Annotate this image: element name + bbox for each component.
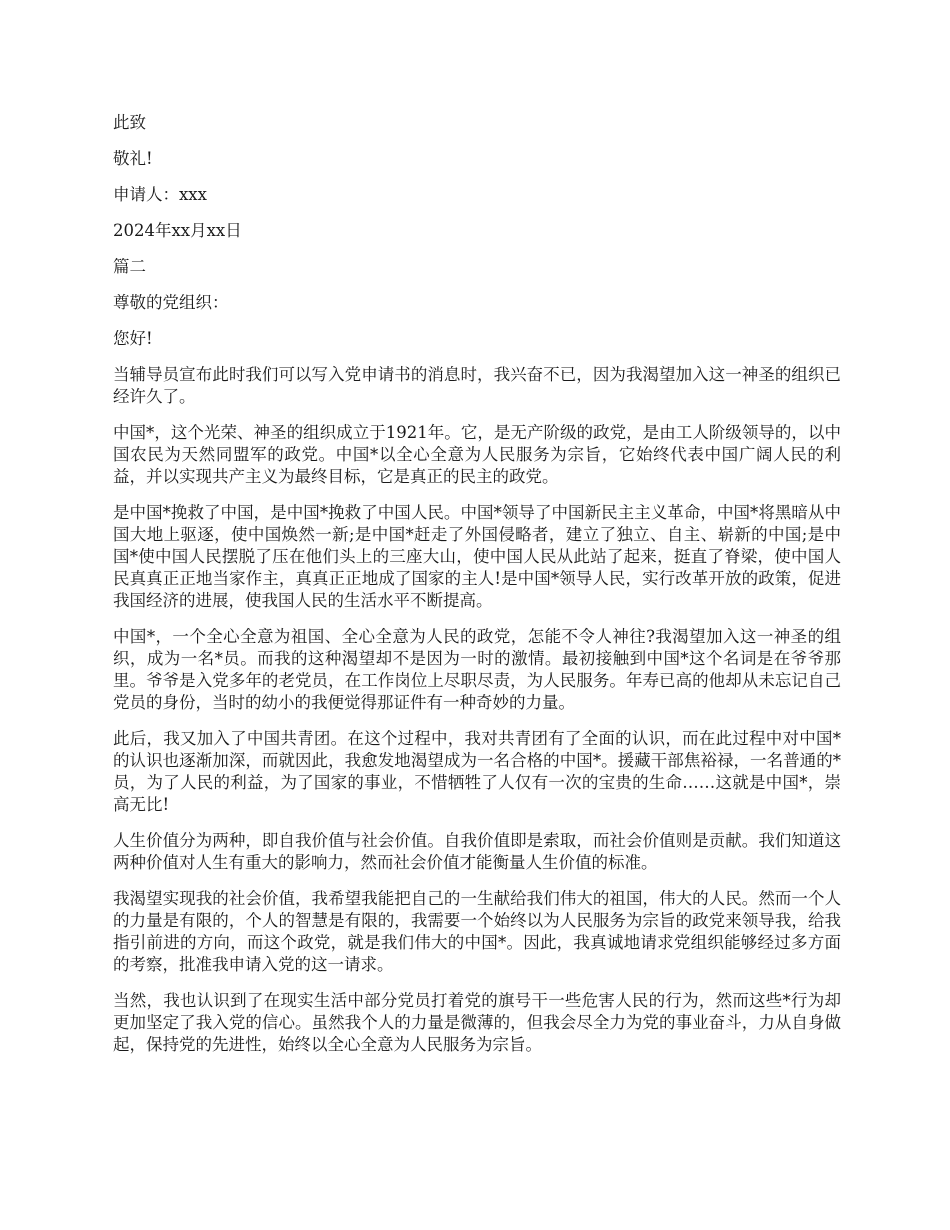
body-paragraph-4: 中国*，一个全心全意为祖国、全心全意为人民的政党，怎能不令人神往?我渴望加入这一神圣的组织，成为一名*员。而我的这种渴望却不是因为一时的激情。最初接触到中国*这个名词是在爷爷那里。爷爷是入党多年的老党员，在工作岗位上尽职尽责，为人民服务。年寿已高的他却从未忘记自己党员的身份，当时的幼小的我便觉得那证件有一种奇妙的力量。 [113,627,841,712]
closing-respect: 敬礼! [113,149,153,168]
letter-addressee: 尊敬的党组织： [113,293,229,312]
applicant-signature: 申请人：xxx [113,185,207,204]
body-paragraph-1: 当辅导员宣布此时我们可以写入党申请书的消息时，我兴奋不已，因为我渴望加入这一神圣的组织已经许久了。 [113,365,841,406]
body-paragraph-2: 中国*，这个光荣、神圣的组织成立于1921年。它，是无产阶级的政党，是由工人阶级领导的，以中国农民为天然同盟军的政党。中国*以全心全意为人民服务为宗旨，它始终代表中国广阔人民的利益，并以实现共产主义为最终目标，它是真正的民主的政党。 [113,423,841,486]
section-label: 篇二 [113,257,146,276]
body-paragraph-8: 当然，我也认识到了在现实生活中部分党员打着党的旗号干一些危害人民的行为，然而这些*行为却更加坚定了我入党的信心。虽然我个人的力量是微薄的，但我会尽全力为党的事业奋斗，力从自身做起，保持党的先进性，始终以全心全意为人民服务为宗旨。 [113,991,841,1054]
closing-salutation: 此致 [113,113,146,132]
body-paragraph-3: 是中国*挽救了中国，是中国*挽救了中国人民。中国*领导了中国新民主主义革命，中国*将黑暗从中国大地上驱逐，使中国焕然一新;是中国*赶走了外国侵略者，建立了独立、自主、崭新的中国;是中国*使中国人民摆脱了压在他们头上的三座大山，使中国人民从此站了起来，挺直了脊梁，使中国人民真真正正地当家作主，真真正正地成了国家的主人!是中国*领导人民，实行改革开放的政策，促进我国经济的进展，使我国人民的生活水平不断提高。 [113,503,841,610]
document-page [113,112,841,1070]
letter-greeting: 您好! [113,329,153,348]
body-paragraph-5: 此后，我又加入了中国共青团。在这个过程中，我对共青团有了全面的认识，而在此过程中对中国*的认识也逐渐加深，而就因此，我愈发地渴望成为一名合格的中国*。援藏干部焦裕禄，一名普通的*员，为了人民的利益，为了国家的事业，不惜牺牲了人仅有一次的宝贵的生命……这就是中国*，崇高无比! [113,729,841,814]
body-paragraph-6: 人生价值分为两种，即自我价值与社会价值。自我价值即是索取，而社会价值则是贡献。我们知道这两种价值对人生有重大的影响力，然而社会价值才能衡量人生价值的标准。 [113,831,841,872]
body-paragraph-7: 我渴望实现我的社会价值，我希望我能把自己的一生献给我们伟大的祖国，伟大的人民。然而一个人的力量是有限的，个人的智慧是有限的，我需要一个始终以为人民服务为宗旨的政党来领导我，给我指引前进的方向，而这个政党，就是我们伟大的中国*。因此，我真诚地请求党组织能够经过多方面的考察，批准我申请入党的这一请求。 [113,889,841,974]
letter-date: 2024年xx月xx日 [113,221,242,240]
